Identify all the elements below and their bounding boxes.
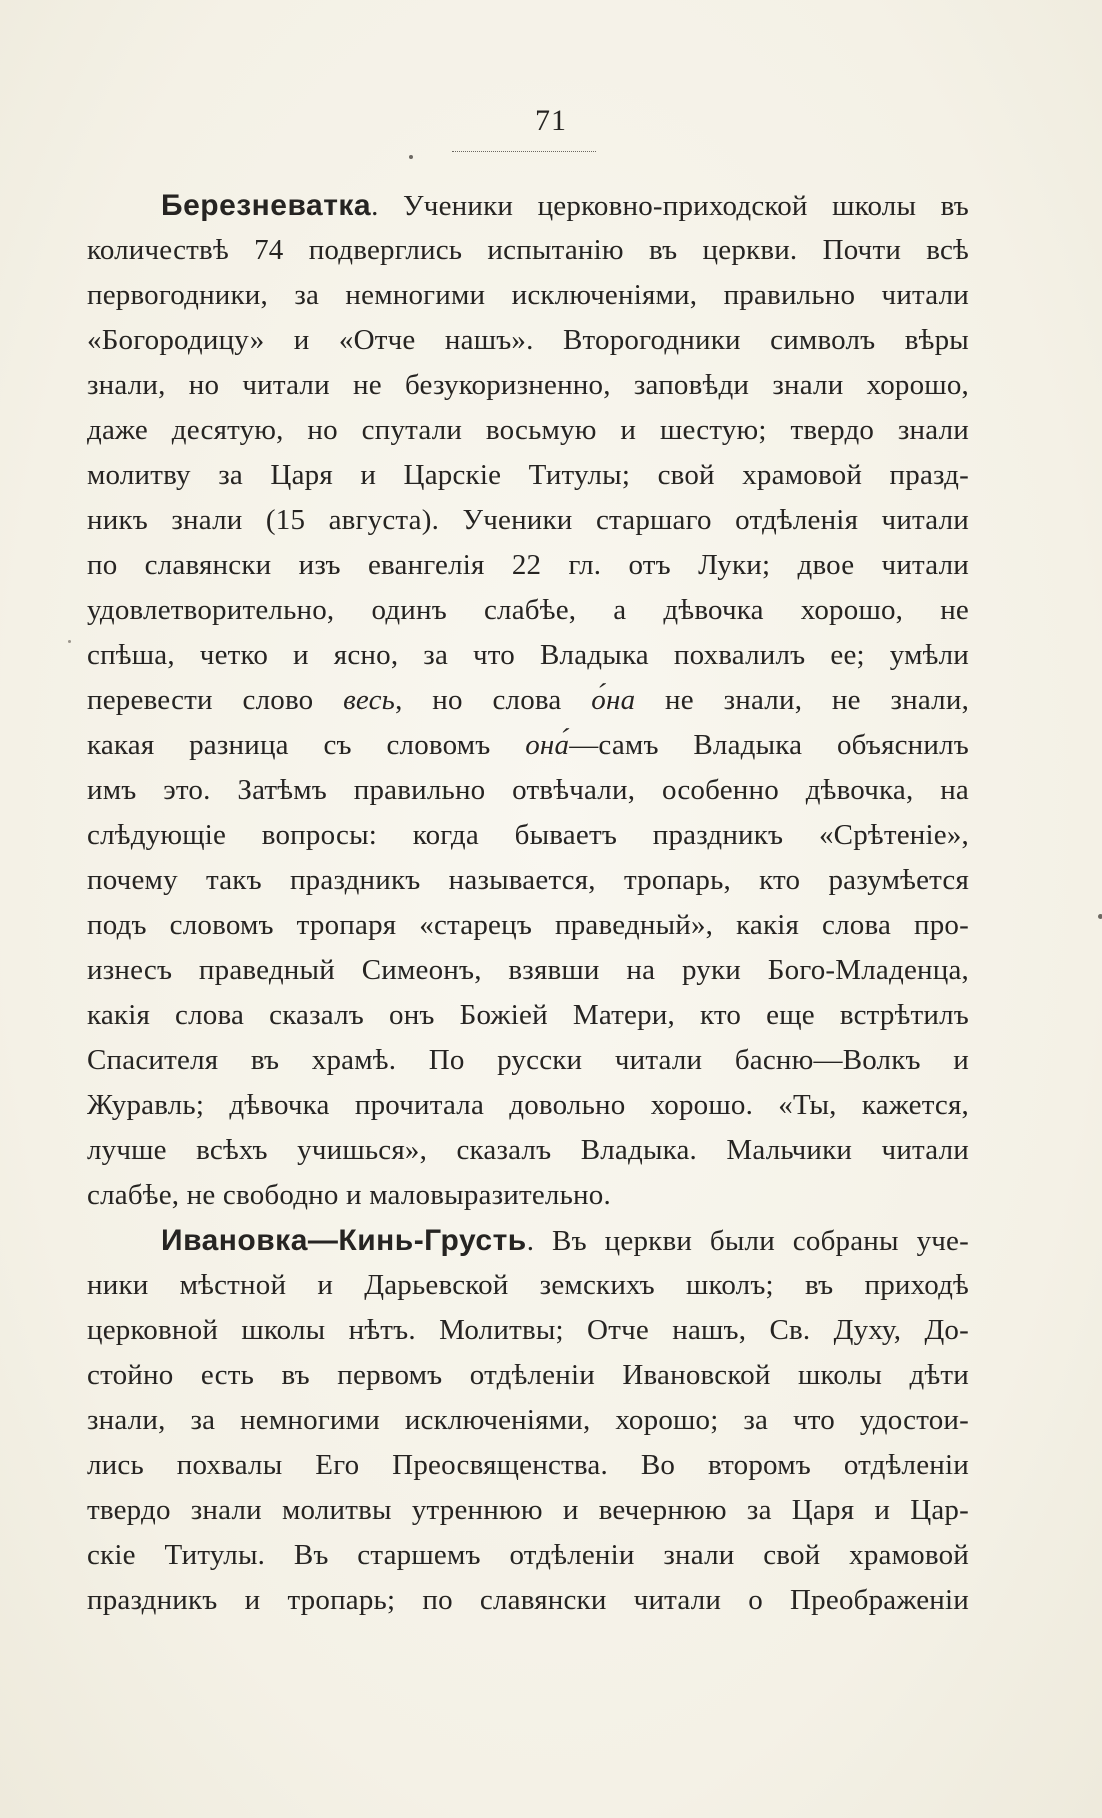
text-line: Журавль; дѣвочка прочитала довольно хорошо. «Ты, кажется, [87,1089,969,1121]
italic-word: она́ [525,729,570,761]
text-line: знали, но читали не безукоризненно, заповѣди знали хорошо, [87,369,969,401]
text-span: . Ученики церковно-приходской школы въ [371,190,969,222]
text-line [87,678,969,723]
text-line: скіе Титулы. Въ старшемъ отдѣленіи знали свой храмовой [87,1539,969,1571]
section-heading: Березневатка [161,189,372,222]
text-line: какія слова сказалъ онъ Божіей Матери, кто еще встрѣтилъ [87,999,969,1031]
text-span: какая разница съ словомъ [87,729,526,761]
section-heading: Ивановка—Кинь-Грусть [161,1224,527,1257]
text-line [87,183,969,228]
italic-word: весь [343,684,396,716]
text-line: почему такъ праздникъ называется, тропарь, кто разумѣется [87,864,969,896]
text-line: праздникъ и тропарь; по славянски читали о Преображеніи [87,1584,969,1616]
text-line: Спасителя въ храмѣ. По русски читали басню—Волкъ и [87,1044,969,1076]
page-number: 71 [535,104,567,137]
italic-word: о́на [591,684,636,716]
body-text [87,183,969,1623]
text-line: «Богородицу» и «Отче нашъ». Второгодники символъ вѣры [87,324,969,356]
ink-speck [1098,914,1102,919]
text-line: стойно есть въ первомъ отдѣленіи Ивановской школы дѣти [87,1359,969,1391]
text-line: лучше всѣхъ учишься», сказалъ Владыка. Мальчики читали [87,1134,969,1166]
text-line: по славянски изъ евангелія 22 гл. отъ Луки; двое читали [87,549,969,581]
text-line: ники мѣстной и Дарьевской земскихъ школъ; въ приходѣ [87,1269,969,1301]
text-line: имъ это. Затѣмъ правильно отвѣчали, особенно дѣвочка, на [87,774,969,806]
text-line: количествѣ 74 подверглись испытанію въ церкви. Почти всѣ [87,234,969,266]
text-line: церковной школы нѣтъ. Молитвы; Отче нашъ, Св. Духу, До- [87,1314,969,1346]
text-line: первогодники, за немногими исключеніями, правильно читали [87,279,969,311]
text-line [87,723,969,768]
text-line: лись похвалы Его Преосвященства. Во второмъ отдѣленіи [87,1449,969,1481]
text-span: . Въ церкви были собраны уче- [526,1225,969,1257]
text-span: —самъ Владыка объяснилъ [569,729,969,761]
text-line: твердо знали молитвы утреннюю и вечернюю за Царя и Цар- [87,1494,969,1526]
text-line: слабѣе, не свободно и маловыразительно. [87,1179,611,1211]
text-line: слѣдующіе вопросы: когда бываетъ праздникъ «Срѣтеніе», [87,819,969,851]
text-line: молитву за Царя и Царскіе Титулы; свой храмовой празд- [87,459,969,491]
text-line: подъ словомъ тропаря «старецъ праведный», какія слова про- [87,909,969,941]
text-span: перевести слово [87,684,344,716]
text-line [87,1218,969,1263]
ink-speck [409,155,413,159]
text-line: удовлетворительно, одинъ слабѣе, а дѣвочка хорошо, не [87,594,969,626]
text-line: знали, за немногими исключеніями, хорошо; за что удостои- [87,1404,969,1436]
header-rule [452,151,596,152]
text-span: не знали, не знали, [635,684,970,716]
text-line: никъ знали (15 августа). Ученики старшаго отдѣленія читали [87,504,969,536]
ink-speck [68,640,71,643]
text-line: спѣша, четко и ясно, за что Владыка похвалилъ ее; умѣли [87,639,969,671]
text-line: изнесъ праведный Симеонъ, взявши на руки Бого-Младенца, [87,954,969,986]
text-line: даже десятую, но спутали восьмую и шестую; твердо знали [87,414,969,446]
text-span: , но слова [395,684,592,716]
